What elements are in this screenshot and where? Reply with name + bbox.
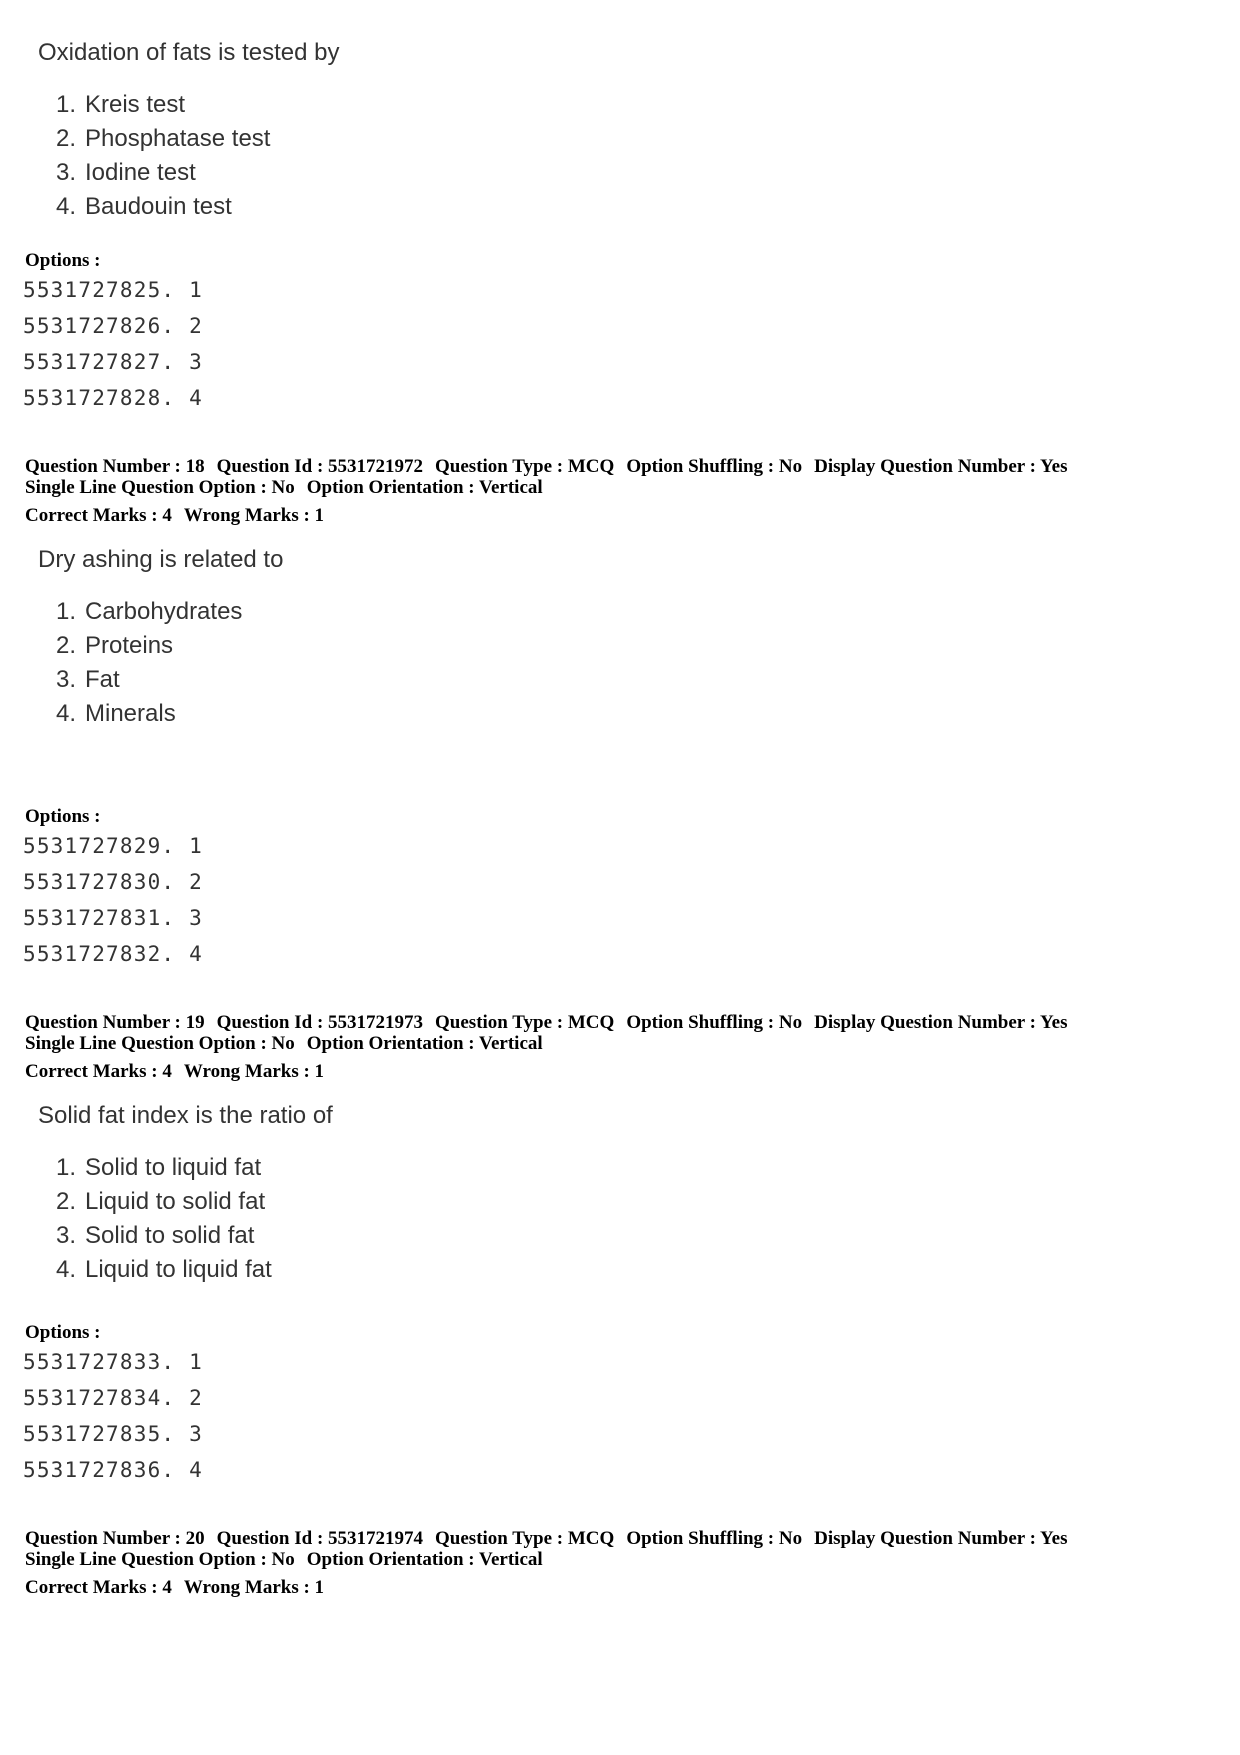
option-item: 5531727832. 4 <box>23 942 203 966</box>
option-item: 5531727825. 1 <box>23 278 203 302</box>
choice-item: 2. Liquid to solid fat <box>55 1188 266 1215</box>
question-meta-line: Question Number : 19 Question Id : 5531721973 Question Type : MCQ Option Shuffling : No Display Question Number : Yes <box>25 1012 1068 1033</box>
options-label: Options : <box>25 1322 101 1343</box>
choice-item: 3. Iodine test <box>55 159 196 186</box>
option-item: 5531727828. 4 <box>23 386 203 410</box>
option-item: 5531727833. 1 <box>23 1350 203 1374</box>
option-item: 5531727826. 2 <box>23 314 203 338</box>
marks-line: Correct Marks : 4 Wrong Marks : 1 <box>25 1061 325 1082</box>
option-item: 5531727831. 3 <box>23 906 203 930</box>
choice-item: 1. Carbohydrates <box>55 598 243 625</box>
option-item: 5531727829. 1 <box>23 834 203 858</box>
choice-item: 3. Fat <box>55 666 120 693</box>
question-text: Oxidation of fats is tested by <box>38 39 340 66</box>
choice-list <box>38 88 340 224</box>
question-meta-line: Single Line Question Option : No Option Orientation : Vertical <box>25 1549 543 1570</box>
question-meta-line: Single Line Question Option : No Option Orientation : Vertical <box>25 1033 543 1054</box>
choice-item: 3. Solid to solid fat <box>55 1222 255 1249</box>
choice-item: 4. Liquid to liquid fat <box>55 1256 272 1283</box>
marks-line: Correct Marks : 4 Wrong Marks : 1 <box>25 1577 325 1598</box>
question-text: Dry ashing is related to <box>38 546 284 573</box>
question-meta-line: Question Number : 18 Question Id : 5531721972 Question Type : MCQ Option Shuffling : No Display Question Number : Yes <box>25 456 1068 477</box>
choice-item: 4. Minerals <box>55 700 176 727</box>
choice-item: 2. Phosphatase test <box>55 125 271 152</box>
choice-item: 1. Solid to liquid fat <box>55 1154 262 1181</box>
choice-list <box>38 1151 333 1287</box>
option-item: 5531727830. 2 <box>23 870 203 894</box>
question-meta-line: Single Line Question Option : No Option Orientation : Vertical <box>25 477 543 498</box>
choice-list <box>38 595 283 731</box>
question-meta-line: Question Number : 20 Question Id : 5531721974 Question Type : MCQ Option Shuffling : No Display Question Number : Yes <box>25 1528 1068 1549</box>
option-item: 5531727835. 3 <box>23 1422 203 1446</box>
choice-item: 2. Proteins <box>55 632 174 659</box>
options-label: Options : <box>25 250 101 271</box>
marks-line: Correct Marks : 4 Wrong Marks : 1 <box>25 505 325 526</box>
question-text: Solid fat index is the ratio of <box>38 1102 333 1129</box>
option-item: 5531727834. 2 <box>23 1386 203 1410</box>
options-label: Options : <box>25 806 101 827</box>
choice-item: 1. Kreis test <box>55 91 186 118</box>
question-image <box>38 545 283 731</box>
choice-item: 4. Baudouin test <box>55 193 232 220</box>
option-item: 5531727827. 3 <box>23 350 203 374</box>
question-image <box>38 38 340 224</box>
question-image <box>38 1101 333 1287</box>
option-item: 5531727836. 4 <box>23 1458 203 1482</box>
